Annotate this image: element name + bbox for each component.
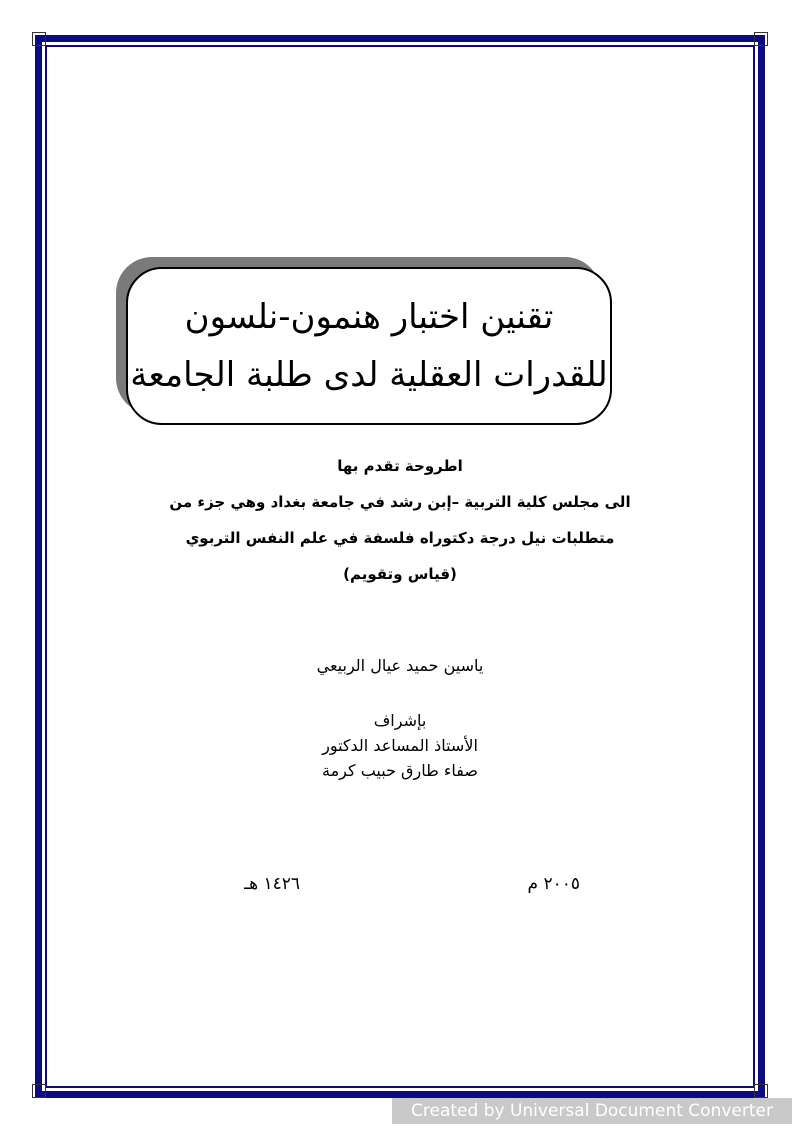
corner-mark-top-left	[32, 32, 46, 46]
hijri-year: ١٤٢٦ هـ	[244, 874, 300, 894]
corner-mark-bottom-right	[754, 1084, 768, 1098]
gregorian-year: ٢٠٠٥ م	[527, 874, 580, 894]
supervisor-rank: الأستاذ المساعد الدكتور	[322, 736, 478, 755]
corner-mark-bottom-left	[32, 1084, 46, 1098]
thesis-title-line-1: تقنين اختبار هنمون-نلسون	[184, 297, 554, 337]
converter-watermark: Created by Universal Document Converter	[392, 1098, 792, 1124]
thesis-title-line-2: للقدرات العقلية لدى طلبة الجامعة	[130, 355, 608, 395]
supervision-label: بإشراف	[373, 711, 427, 730]
submission-line-3: متطلبات نيل درجة دكتوراه فلسفة في علم النفس التربوي	[185, 529, 615, 547]
author-name: ياسين حميد عيال الربيعي	[316, 656, 484, 675]
submission-line-1: اطروحة تقدم بها	[337, 457, 463, 475]
corner-mark-top-right	[754, 32, 768, 46]
supervisor-name: صفاء طارق حبيب كرمة	[322, 761, 478, 780]
submission-line-2: الى مجلس كلية التربية –إبن رشد في جامعة بغداد وهي جزء من	[169, 493, 631, 511]
submission-statement	[100, 448, 700, 592]
title-box	[126, 267, 612, 425]
submission-line-4: (قياس وتقويم)	[343, 565, 457, 583]
supervision-block	[200, 708, 600, 783]
